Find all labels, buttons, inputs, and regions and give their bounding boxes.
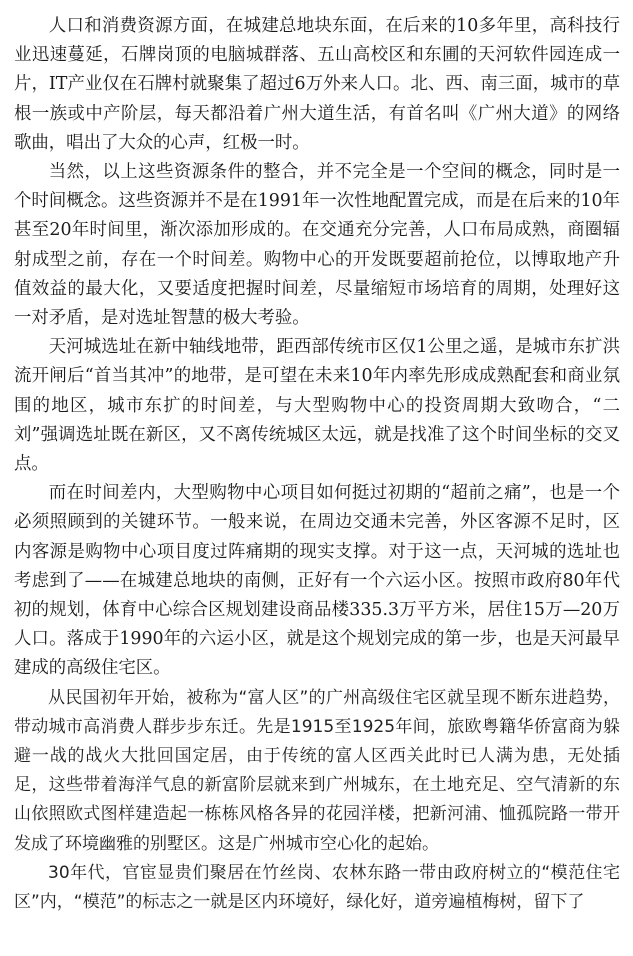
paragraph-time-concept: 当然，以上这些资源条件的整合，并不完全是一个空间的概念，同时是一个时间概念。这些资源并不是在1991年一次性地配置完成，而是在后来的10年甚至20年时间里，渐次添加形成的。在交通充分完善，人口布局成熟，商圈辐射成型之前，存在一个时间差。购物中心的开发既要超前抢位，以博取地产升值效益的最大化，又要适度把握时间差，尽量缩短市场培育的周期，处理好这一对矛盾，是对选址智慧的极大考验。 [14,162,620,329]
paragraph-republic-era: 从民国初年开始，被称为“富人区”的广州高级住宅区就呈现不断东进趋势，带动城市高消费人群步步东迁。先是1915至1925年间，旅欧粤籍华侨富商为躲避一战的战火大批回国定居，由于传统的富人区西关此时已人满为患，无处插足，这些带着海洋气息的新富阶层就来到广州城东，在土地充足、空气清新的东山依照欧式图样建造起一栋栋风格各异的花园洋楼，把新河浦、恤孤院路一带开发成了环境幽雅的别墅区。这是广州城市空心化的起始。 [14,687,620,854]
paragraph-consumer-resources: 人口和消费资源方面，在城建总地块东面，在后来的10多年里，高科技行业迅速蔓延，石牌岗顶的电脑城群落、五山高校区和东圃的天河软件园连成一片，IT产业仅在石牌村就聚集了超过6万外来人口。北、西、南三面，城市的草根一族或中产阶层，每天都沿着广州大道生活，有首名叫《广州大道》的网络歌曲，唱出了大众的心声，红极一时。 [14,16,620,153]
document-page [14,12,620,952]
paragraph-site-selection: 天河城选址在新中轴线地带，距西部传统市区仅1公里之遥，是城市东扩洪流开闸后“首当其冲”的地带，是可望在未来10年内率先形成成熟配套和商业氛围的地区，城市东扩的时间差，与大型购物中心的投资周期大致吻合，“二刘”强调选址既在新区，又不离传统城区太远，就是找准了这个时间坐标的交叉点。 [14,337,620,475]
paragraph-1930s: 30年代，官宦显贵们聚居在竹丝岗、农林东路一带由政府树立的“模范住宅区”内，“模范”的标志之一就是区内环境好，绿化好，道旁遍植梅树，留下了 [14,862,620,913]
paragraph-time-gap: 而在时间差内，大型购物中心项目如何挺过初期的“超前之痛”，也是一个必须照顾到的关键环节。一般来说，在周边交通未完善，外区客源不足时，区内客源是购物中心项目度过阵痛期的现实支撑。对于这一点，天河城的选址也考虑到了——在城建总地块的南侧，正好有一个六运小区。按照市政府80年代初的规划，体育中心综合区规划建设商品楼335.3万平方米，居住15万—20万人口。落成于1990年的六运小区，就是这个规划完成的第一步，也是天河最早建成的高级住宅区。 [14,483,620,679]
